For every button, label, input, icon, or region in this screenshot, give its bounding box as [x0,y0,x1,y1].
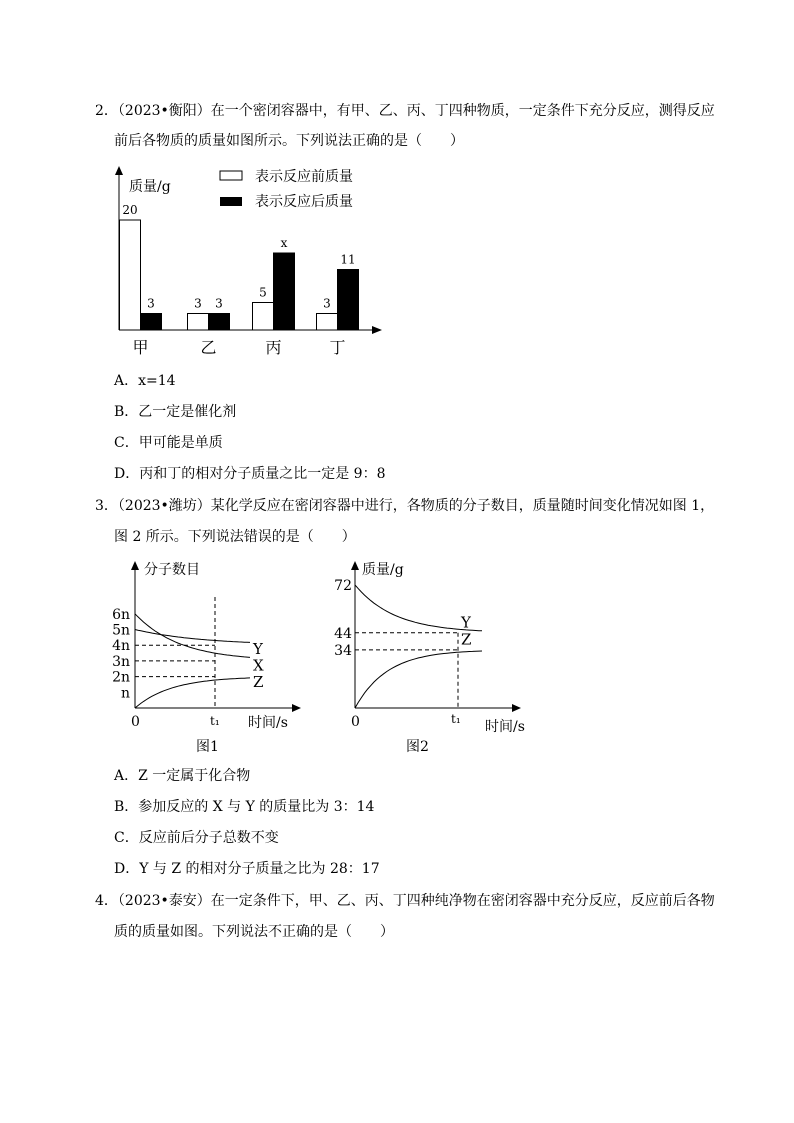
bar-after-4 [338,270,359,331]
fig2-ytick-44: 44 [334,625,352,642]
bar-label-after-4: 11 [340,252,356,267]
fig1-series-Z [135,678,250,708]
q3-option-b[interactable]: B．参加反应的 X 与 Y 的质量比为 3：14 [114,799,375,815]
fig2-series-Z [355,651,482,708]
bar-after-1 [141,314,162,331]
legend-before-swatch [220,171,242,180]
bar-label-after-3: x [280,236,288,250]
fig1-series-label-X: X [253,656,264,675]
q2-stem-line1: 2．（2023•衡阳）在一个密闭容器中，有甲、乙、丙、丁四种物质，一定条件下充分反应，测得反应 [95,103,715,119]
bar-label-before-4: 3 [323,296,331,311]
q4-stem-line2: 质的质量如图。下列说法不正确的是（ ） [114,924,394,940]
fig1-ytick-4n: 4n [112,638,130,655]
bar-label-after-1: 3 [147,296,155,311]
q4-stem-line1: 4．（2023•泰安）在一定条件下，甲、乙、丙、丁四种纯净物在密闭容器中充分反应，反应前后各物 [95,893,715,909]
fig1-caption: 图1 [196,739,219,755]
q3-option-d[interactable]: D．Y 与 Z 的相对分子质量之比为 28：17 [114,861,380,877]
fig1-ytick-n: n [120,685,130,702]
fig2-y-axis-label: 质量/g [362,562,404,578]
legend-before-label: 表示反应前质量 [255,169,353,185]
fig1-ytick-5n: 5n [112,622,130,639]
fig1-series-X [135,614,250,658]
fig1-series-label-Y: Y [253,640,263,659]
x-axis-arrow [372,326,382,334]
fig2-t1-tick: t₁ [451,712,461,726]
fig1-ytick-2n: 2n [112,669,130,686]
fig2-caption: 图2 [406,739,429,755]
bar-before-1 [120,220,141,330]
y-axis-arrow [115,166,123,175]
legend-after-swatch [220,197,242,206]
fig1-y-axis-label: 分子数目 [144,562,200,578]
q2-option-b[interactable]: B．乙一定是催化剂 [114,404,237,420]
fig1-origin: 0 [131,714,140,730]
legend-after-label: 表示反应后质量 [255,194,353,210]
q2-option-d[interactable]: D．丙和丁的相对分子质量之比一定是 9：8 [114,466,386,482]
q2-stem-line2: 前后各物质的质量如图所示。下列说法正确的是（ ） [114,133,464,149]
bar-before-4 [317,314,338,331]
fig1-y-axis-arrow [131,561,139,570]
y-axis-label: 质量/g [129,179,171,195]
fig2-ytick-34: 34 [334,642,352,659]
fig2-ytick-72: 72 [334,577,352,594]
fig2-origin: 0 [351,714,360,730]
q3-fig2 [330,555,540,755]
q3-stem-line2: 图 2 所示。下列说法错误的是（ ） [114,529,356,545]
bar-label-before-2: 3 [194,296,202,311]
fig1-x-axis-arrow [292,704,301,712]
fig1-ytick-3n: 3n [112,653,130,670]
category-label-1: 甲 [132,338,149,357]
category-label-4: 丁 [329,338,346,357]
fig2-x-axis-arrow [512,704,521,712]
bar-after-3 [274,253,295,330]
q2-bar-chart [110,160,400,360]
fig1-t1-tick: t₁ [210,714,220,728]
q3-stem-line1: 3．（2023•潍坊）某化学反应在密闭容器中进行，各物质的分子数目，质量随时间变化情况如图 1， [95,498,715,514]
fig2-x-axis-label: 时间/s [485,719,525,735]
bar-label-before-1: 20 [122,203,138,217]
fig2-series-label-Z: Z [461,630,472,649]
fig2-y-axis-arrow [351,561,359,570]
q3-option-c[interactable]: C．反应前后分子总数不变 [114,830,279,846]
category-label-3: 丙 [265,338,282,357]
bar-before-3 [253,303,274,331]
fig1-series-label-Z: Z [253,673,264,692]
fig1-series-Y [135,630,250,643]
q3-option-a[interactable]: A．Z 一定属于化合物 [114,768,251,784]
bar-after-2 [209,314,230,331]
bar-before-2 [188,314,209,331]
q2-option-a[interactable]: A．x=14 [114,373,176,389]
bar-label-after-2: 3 [215,296,223,311]
fig1-ytick-6n: 6n [112,606,130,623]
category-label-2: 乙 [200,338,217,357]
q3-fig1 [110,555,320,755]
fig1-x-axis-label: 时间/s [248,715,288,731]
fig2-series-label-Y: Y [461,613,471,632]
q2-option-c[interactable]: C．甲可能是单质 [114,435,223,451]
bar-label-before-3: 5 [259,285,267,300]
